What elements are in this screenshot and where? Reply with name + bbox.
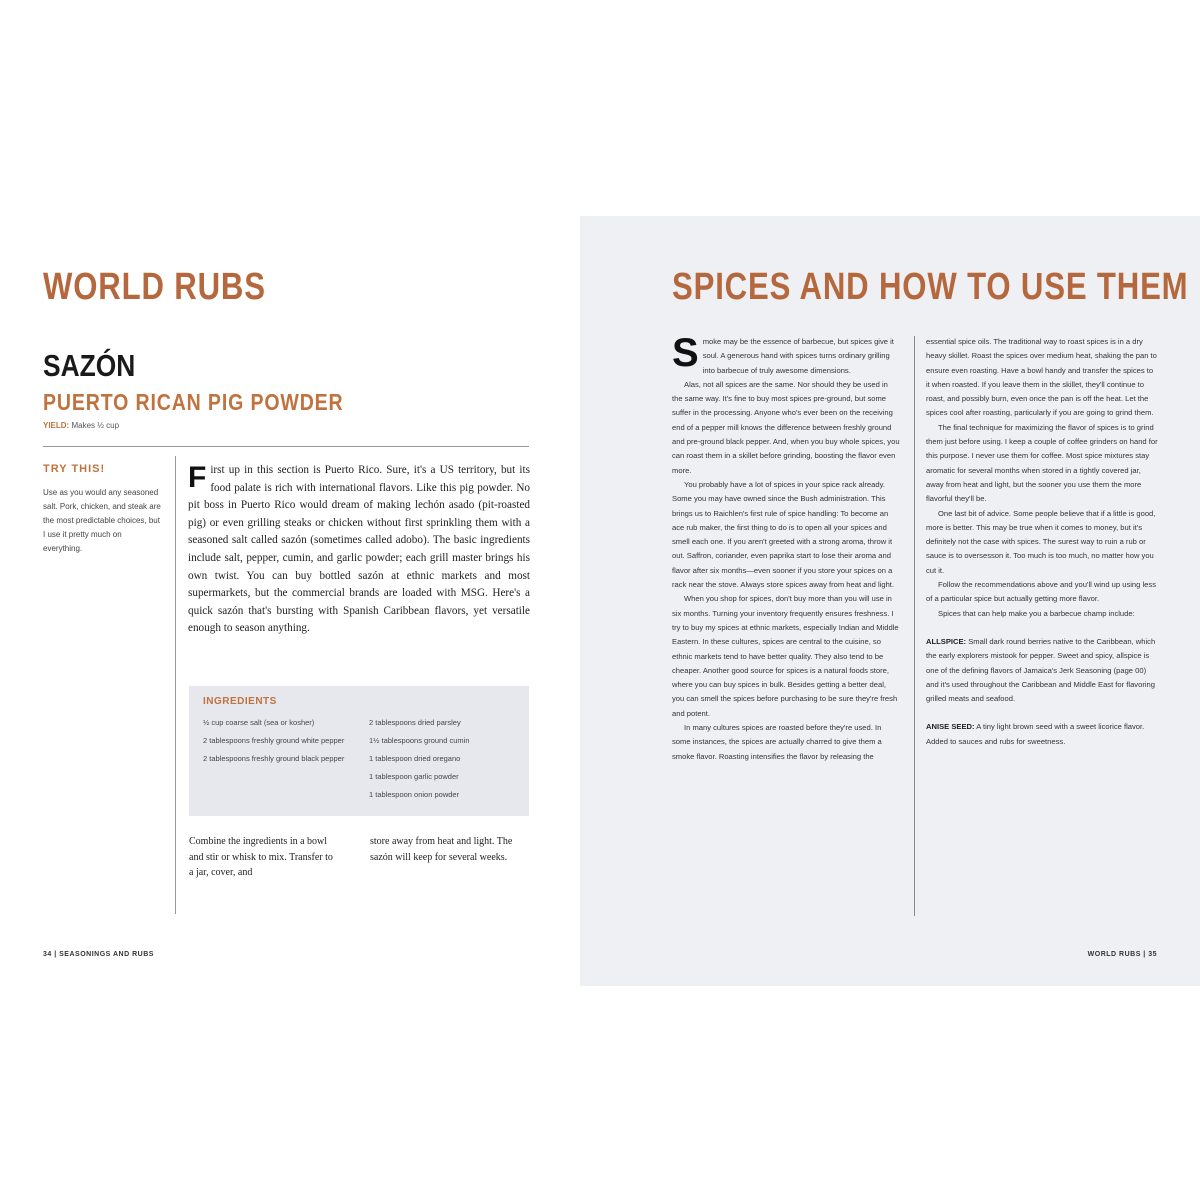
- drop-cap: F: [188, 461, 207, 494]
- ingredients-column-2: [369, 716, 519, 806]
- drop-cap: S: [672, 331, 699, 375]
- spices-paragraph: [672, 331, 900, 378]
- spices-paragraph: Spices that can help make you a barbecue champ include:: [938, 608, 1135, 618]
- ingredients-column-1: [203, 716, 353, 770]
- column-divider: [914, 336, 915, 916]
- ingredients-box: [189, 686, 529, 816]
- spices-paragraph: essential spice oils. The traditional way to roast spices is in a dry heavy skillet. Roast the spices over medium heat, shaking the pan to ensure even roasting. Have a bowl handy and transfer the spices to it when roasted. If you leave them in the skillet, they'll continue to roast, and possibly burn, even once the pan is off the heat. Let the spices cool after roasting, particularly if you are going to grind them.: [926, 337, 1157, 418]
- spices-column-right: [926, 335, 1158, 749]
- spices-paragraph: Alas, not all spices are the same. Nor should they be used in the same way. It's fine to buy most spices pre-ground, but some suffer in the processing. Anyone who's ever been on the receiving end of a pepper mill knows the difference between freshly ground and pre-ground black pepper. And, when you buy whole spices, you can roast them in a skillet before grinding, boosting the flavor even more.: [672, 379, 900, 475]
- ingredient-item: 1½ tablespoons ground cumin: [369, 736, 470, 745]
- yield-label: YIELD:: [43, 421, 70, 430]
- spices-paragraph-text: moke may be the essence of barbecue, but spices give it soul. A generous hand with spices turns ordinary grilling into barbecue of truly awesome dimensions.: [702, 337, 894, 375]
- intro-paragraph: [188, 462, 530, 638]
- ingredient-item: 1 tablespoon dried oregano: [369, 754, 461, 763]
- spice-term: ALLSPICE:: [926, 636, 967, 646]
- ingredients-heading: INGREDIENTS: [203, 696, 277, 707]
- yield-value: Makes ½ cup: [71, 421, 120, 430]
- spice-term: ANISE SEED:: [926, 722, 975, 732]
- spices-paragraph: One last bit of advice. Some people believe that if a little is good, more is better. This may be true when it comes to money, but it's definitely not the case with spices. The surest way to ruin a rub or sauce is to oversesson it. Too much is too much, no matter how you cut it.: [926, 508, 1156, 575]
- ingredient-item: 2 tablespoons dried parsley: [369, 718, 461, 727]
- method-text-2: store away from heat and light. The sazón will keep for several weeks.: [370, 836, 513, 863]
- method-text-1: Combine the ingredients in a bowl and stir or whisk to mix. Transfer to a jar, cover, and: [189, 836, 333, 878]
- ingredient-item: 2 tablespoons freshly ground black pepper: [203, 754, 345, 763]
- ingredient-item: 2 tablespoons freshly ground white pepper: [203, 736, 345, 745]
- horizontal-divider: [43, 446, 529, 447]
- try-this-heading: TRY THIS!: [43, 463, 106, 475]
- recipe-yield: [43, 421, 119, 430]
- footer-right: WORLD RUBS | 35: [1087, 951, 1157, 958]
- section-title: WORLD RUBS: [43, 266, 266, 308]
- ingredient-item: ½ cup coarse salt (sea or kosher): [203, 718, 315, 727]
- recipe-title: SAZÓN: [43, 348, 136, 383]
- recipe-subtitle: PUERTO RICAN PIG POWDER: [43, 389, 344, 415]
- spice-description: Small dark round berries native to the Caribbean, which the early explorers mistook for pepper. Sweet and spicy, allspice is one of the defining flavors of Jamaica's Jerk Seasoning (page 00) and it's used throughout the Caribbean and Middle East for flavoring grilled meats and seafood.: [926, 636, 1156, 704]
- vertical-divider: [175, 456, 176, 914]
- spices-title: SPICES AND HOW TO USE THEM: [672, 266, 1189, 308]
- spices-paragraph: Follow the recommendations above and you'll wind up using less of a particular spice but actually getting more flavor.: [926, 580, 1156, 604]
- ingredient-item: 1 tablespoon onion powder: [369, 790, 460, 799]
- intro-text: irst up in this section is Puerto Rico. Sure, it's a US territory, but its food palate is rich with international flavors. Like this pig powder. No pit boss in Puerto Rico would dream of making lechón asado (pit-roasted pig) or even grilling steaks or chicken without first sprinkling them with a seasoned salt called sazón (sometimes called adobo). The basic ingredients include salt, pepper, cumin, and garlic powder; each grill master brings his own twist. You can buy bottled sazón at ethnic markets and most supermarkets, but the commercial brands are loaded with MSG. Here's a quick sazón that's bursting with Spanish Caribbean flavors, yet versatile enough to season anything.: [188, 464, 530, 635]
- try-this-text: Use as you would any seasoned salt. Pork, chicken, and steak are the most predictable choices, but I use it pretty much on everything.: [43, 488, 161, 553]
- spices-paragraph: You probably have a lot of spices in your spice rack already. Some you may have owned since the Bush administration. This brings us to Raichlen's first rule of spice handling: To become an ace rub maker, the first thing to do is to open all your spices and smell each one. If you aren't greeted with a strong aroma, throw it out. Saffron, coriander, even paprika start to lose their aroma and flavor after six months—even sooner if you store your spices on a rack near the stove. Always store spices away from heat and light.: [672, 479, 895, 590]
- spices-column-left: [672, 331, 900, 764]
- spice-entry: [926, 720, 1158, 749]
- spice-entry: [926, 635, 1158, 706]
- footer-left: 34 | SEASONINGS AND RUBS: [43, 951, 154, 958]
- spices-paragraph: When you shop for spices, don't buy more than you will use in six months. Turning your inventory frequently ensures freshness. I try to buy my spices at ethnic markets, especially Indian and Middle Eastern. In these cultures, spices are central to the cuisine, so ethnic markets tend to have better quality. They also tend to be cheaper. Another good source for spices is a natural foods store, where you can buy spices in bulk. Besides getting a better deal, you can smell the spices before purchasing to be sure they're fresh and potent.: [672, 594, 899, 718]
- ingredient-item: 1 tablespoon garlic powder: [369, 772, 459, 781]
- spices-paragraph: The final technique for maximizing the flavor of spices is to grind them just before using. I keep a couple of coffee grinders on hand for this purpose. I never use them for coffee. Most spice mixtures stay aromatic for several months when stored in a tightly covered jar, away from heat and light, but the sooner you use them the more flavorful they'll be.: [926, 422, 1158, 504]
- spices-paragraph: In many cultures spices are roasted before they're used. In some instances, the spices are actually charred to give them a smoke flavor. Roasting intensifies the flavor by releasing the: [672, 723, 882, 761]
- spice-description: A tiny light brown seed with a sweet licorice flavor. Added to sauces and rubs for sweetness.: [926, 722, 1145, 746]
